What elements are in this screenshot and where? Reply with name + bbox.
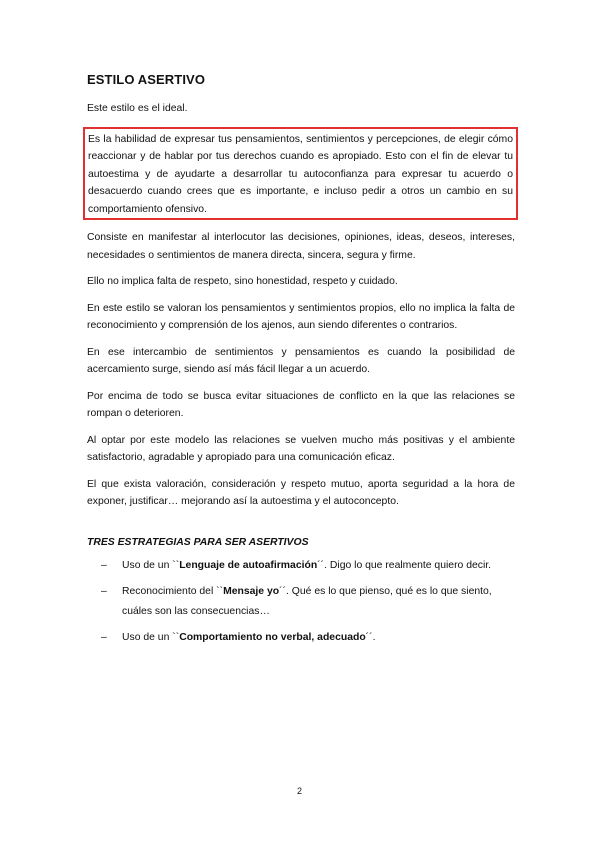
body-paragraph: En ese intercambio de sentimientos y pensamientos es cuando la posibilidad de acercamiento surge, siendo así más fácil llegar a un acuerdo. (87, 346, 515, 375)
body-paragraph: El que exista valoración, consideración y respeto mutuo, aporta seguridad a la hora de exponer, justificar… mejorando así la autoestima y el autoconcepto. (87, 478, 515, 507)
strategy-suffix: ´´. (365, 631, 376, 643)
strategy-bold-term: Comportamiento no verbal, adecuado (179, 631, 366, 643)
page-content (87, 72, 515, 654)
dash-bullet: – (101, 631, 107, 643)
body-paragraph: Por encima de todo se busca evitar situaciones de conflicto en la que las relaciones se rompan o deterioren. (87, 390, 515, 419)
strategy-prefix: Reconocimiento del `` (122, 585, 224, 597)
strategy-prefix: Uso de un `` (122, 631, 180, 643)
page-number: 2 (296, 786, 302, 796)
strategy-prefix: Uso de un `` (122, 559, 180, 571)
dash-bullet: – (101, 559, 107, 571)
strategy-bold-term: Lenguaje de autoafirmación (179, 559, 318, 571)
highlighted-box (83, 127, 518, 221)
strategy-suffix: ´´. Qué es lo que pienso, qué es lo que siento, cuáles son las consecuencias… (122, 585, 492, 617)
section-heading: ESTILO ASERTIVO (87, 72, 206, 87)
body-paragraph: Ello no implica falta de respeto, sino honestidad, respeto y cuidado. (87, 276, 398, 287)
body-paragraph: Al optar por este modelo las relaciones se vuelven mucho más positivas y el ambiente satisfactorio, agradable y apropiado para una comunicación eficaz. (87, 434, 515, 463)
strategies-list (87, 556, 515, 648)
highlighted-paragraph: Es la habilidad de expresar tus pensamientos, sentimientos y percepciones, de elegir cómo reaccionar y de hablar por tus derechos cuando es apropiado. Esto con el fin de elevar tu autoestima y de ayudarte a desarrollar tu autoconfianza para expresar tu acuerdo o desacuerdo cuando crees que es importante, e incluso pedir a otros un cambio en su comportamiento ofensivo. (88, 133, 513, 215)
intro-paragraph: Este estilo es el ideal. (87, 103, 188, 114)
strategy-bold-term: Mensaje yo (223, 585, 280, 597)
dash-bullet: – (101, 585, 107, 597)
list-item (87, 556, 515, 576)
strategies-heading: TRES ESTRATEGIAS PARA SER ASERTIVOS (87, 536, 309, 548)
strategy-suffix: ´´. Digo lo que realmente quiero decir. (317, 559, 492, 571)
list-item (87, 628, 515, 648)
body-paragraph: En este estilo se valoran los pensamientos y sentimientos propios, ello no implica la falta de reconocimiento y comprensión de los ajenos, aun siendo diferentes o contrarios. (87, 302, 515, 331)
body-paragraph: Consiste en manifestar al interlocutor las decisiones, opiniones, ideas, deseos, intereses, necesidades o sentimientos de manera directa, sincera, segura y firme. (87, 232, 515, 261)
list-item (87, 582, 515, 622)
